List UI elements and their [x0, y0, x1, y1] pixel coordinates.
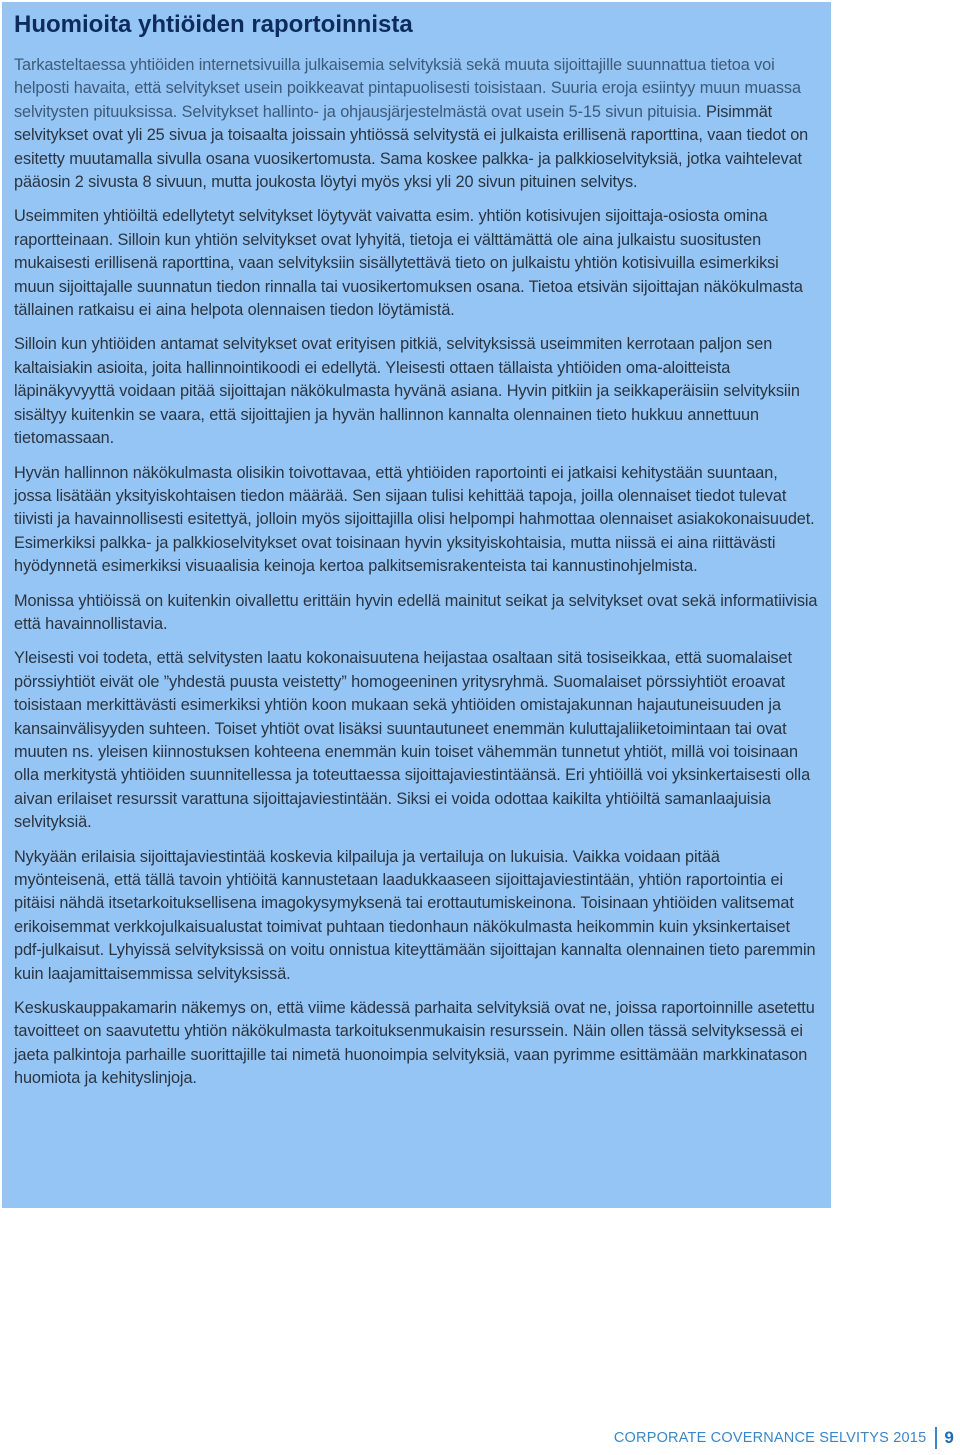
- paragraph: [14, 54, 819, 194]
- paragraph: [14, 997, 819, 1091]
- paragraph: [14, 846, 819, 986]
- paragraph: [14, 462, 819, 579]
- paragraph-text: Hyvän hallinnon näkökulmasta olisikin toivottavaa, että yhtiöiden raportointi ei jatkaisi kehitystään suuntaan, jossa lisätään yksityiskohtaisen tiedon määrää. Sen sijaan tulisi kehittää tapoja, joilla olennaiset tiedot tulevat tiivisti ja havainnollisesti esitettyä, jolloin myös sijoittajilla olisi helpompi hahmottaa olennaiset asiakokonaisuudet. Esimerkiksi palkka- ja palkkioselvitykset ovat toisinaan hyvin yksityiskohtaisia, mutta niissä ei aina riittävästi hyödynnetä esimerkiksi visuaalisia keinoja kertoa palkitsemisrakenteista tai kannustinohjelmista.: [14, 463, 815, 576]
- paragraph: [14, 590, 819, 637]
- paragraph-text: Nykyään erilaisia sijoittajaviestintää koskevia kilpailuja ja vertailuja on lukuisia. Vaikka voidaan pitää myönteisenä, että tällä tavoin yhtiöitä kannustetaan laadukkaaseen sijoittajaviestintään, yhtiön raportointia ei pitäisi nähdä itsetarkoituksellisena imagokysymyksenä tai erottautumiskeinona. Toisinaan yhtiöiden valitsemat erikoisemmat verkkojulkaisualustat toimivat puhtaan tiedonhaun näkökulmasta heikommin kuin yksinkertaiset pdf-julkaisut. Lyhyissä selvityksissä on voitu onnistua kiteyttämään sijoittajan kannalta olennainen tieto paremmin kuin laajamittaisemmissa selvityksissä.: [14, 847, 816, 983]
- paragraph: [14, 333, 819, 450]
- paragraph-text: Yleisesti voi todeta, että selvitysten laatu kokonaisuutena heijastaa osaltaan sitä tosiseikkaa, että suomalaiset pörssiyhtiöt eivät ole ”yhdestä puusta veistetty” homogeeninen yritysryhmä. Suomalaiset pörssiyhtiöt eroavat toisistaan merkittävästi esimerkiksi yhtiön koon mukaan sekä yhtiöiden omistajakunnan hajautuneisuuden ja kansainvälisyyden suhteen. Toiset yhtiöt ovat lisäksi suuntautuneet enemmän kuluttajaliiketoimintaan tai ovat muuten ns. yleisen kiinnostuksen kohteena enemmän kuin toiset vähemmän tunnetut yhtiöt, millä voi toisinaan olla merkitystä yhtiöiden suunnitellessa ja toteuttaessa sijoittajaviestintäänsä. Eri yhtiöillä voi yksinkertaisesti olla aivan erilaiset resurssit varattuna sijoittajaviestintään. Siksi ei voida odottaa kaikilta yhtiöiltä samanlaajuisia selvityksiä.: [14, 649, 811, 832]
- paragraph-text: Keskuskauppakamarin näkemys on, että viime kädessä parhaita selvityksiä ovat ne, joissa raportoinnille asetettu tavoitteet on saavutettu yhtiön näkökulmasta tarkoituksenmukaisin resurssein. Näin ollen tässä selvityksessä ei jaeta palkintoja parhaille suorittajille tai nimetä huonoimpia selvityksiä, vaan pyrimme esittämään markkinatason huomiota ja kehityslinjoja.: [14, 999, 815, 1088]
- paragraph-text: Useimmiten yhtiöiltä edellytetyt selvitykset löytyvät vaivatta esim. yhtiön kotisivujen sijoittaja-osiosta omina raportteinaan. Silloin kun yhtiön selvitykset ovat lyhyitä, tietoja ei välttämättä ole aina julkaistu suositusten mukaisesti erillisenä raporttina, vaan selvityksiin sisällytettävä tieto on julkaistu yhtiön kotisivuilla esimerkiksi muun sijoittajalle suunnatun tiedon rinnalla tai vuosikertomuksen osana. Tietoa etsivän sijoittajan näkökulmasta tällainen ratkaisu ei aina helpota olennaisen tiedon löytämistä.: [14, 207, 803, 320]
- info-box: [2, 2, 831, 1208]
- paragraph: [14, 647, 819, 834]
- footer-divider: [935, 1427, 937, 1449]
- publication-title: CORPORATE COVERNANCE SELVITYS 2015: [613, 1430, 927, 1446]
- paragraph-text: Monissa yhtiöissä on kuitenkin oivallettu erittäin hyvin edellä mainitut seikat ja selvitykset ovat sekä informatiivisia että havainnollistavia.: [14, 591, 818, 633]
- paragraph: [14, 205, 819, 322]
- paragraph-text: Pisimmät selvitykset ovat yli 25 sivua ja toisaalta joissain yhtiössä selvitystä ei julkaista erillisenä raporttina, vaan tiedot on esitetty muutamalla sivulla osana vuosikertomusta. Sama koskee palkka- ja palkkioselvityksiä, jotka vaihtelevat pääosin 2 sivusta 8 sivuun, mutta joukosta löytyi myös yksi yli 20 sivun pituinen selvitys.: [14, 102, 809, 192]
- page-footer: [614, 1424, 954, 1452]
- paragraph-text: Silloin kun yhtiöiden antamat selvitykset ovat erityisen pitkiä, selvityksissä useimmiten kerrotaan paljon sen kaltaisiakin asioita, joita hallinnointikoodi ei edellytä. Yleisesti ottaen tällaista yhtiöiden oma-aloitteista läpinäkyvyyttä voidaan pitää sijoittajan näkökulmasta hyvänä asiana. Hyvin pitkiin ja seikkaperäisiin selvityksiin sisältyy kuitenkin se vaara, että sijoittajien ja hyvän hallinnon kannalta olennainen tieto hukkuu annettuun tietomassaan.: [14, 335, 800, 448]
- page-number: 9: [944, 1428, 954, 1447]
- box-title: Huomioita yhtiöiden raportoinnista: [14, 11, 413, 38]
- paragraph-text: Tarkasteltaessa yhtiöiden internetsivuilla julkaisemia selvityksiä sekä muuta sijoittajille suunnattua tietoa voi helposti havaita, että selvitykset usein poikkeavat pintapuolisesti toisistaan. Suuria eroja esiintyy muun muassa selvitysten pituuksissa. Selvitykset hallinto- ja ohjausjärjestelmästä ovat usein 5-15 sivun pituisia.: [14, 56, 801, 121]
